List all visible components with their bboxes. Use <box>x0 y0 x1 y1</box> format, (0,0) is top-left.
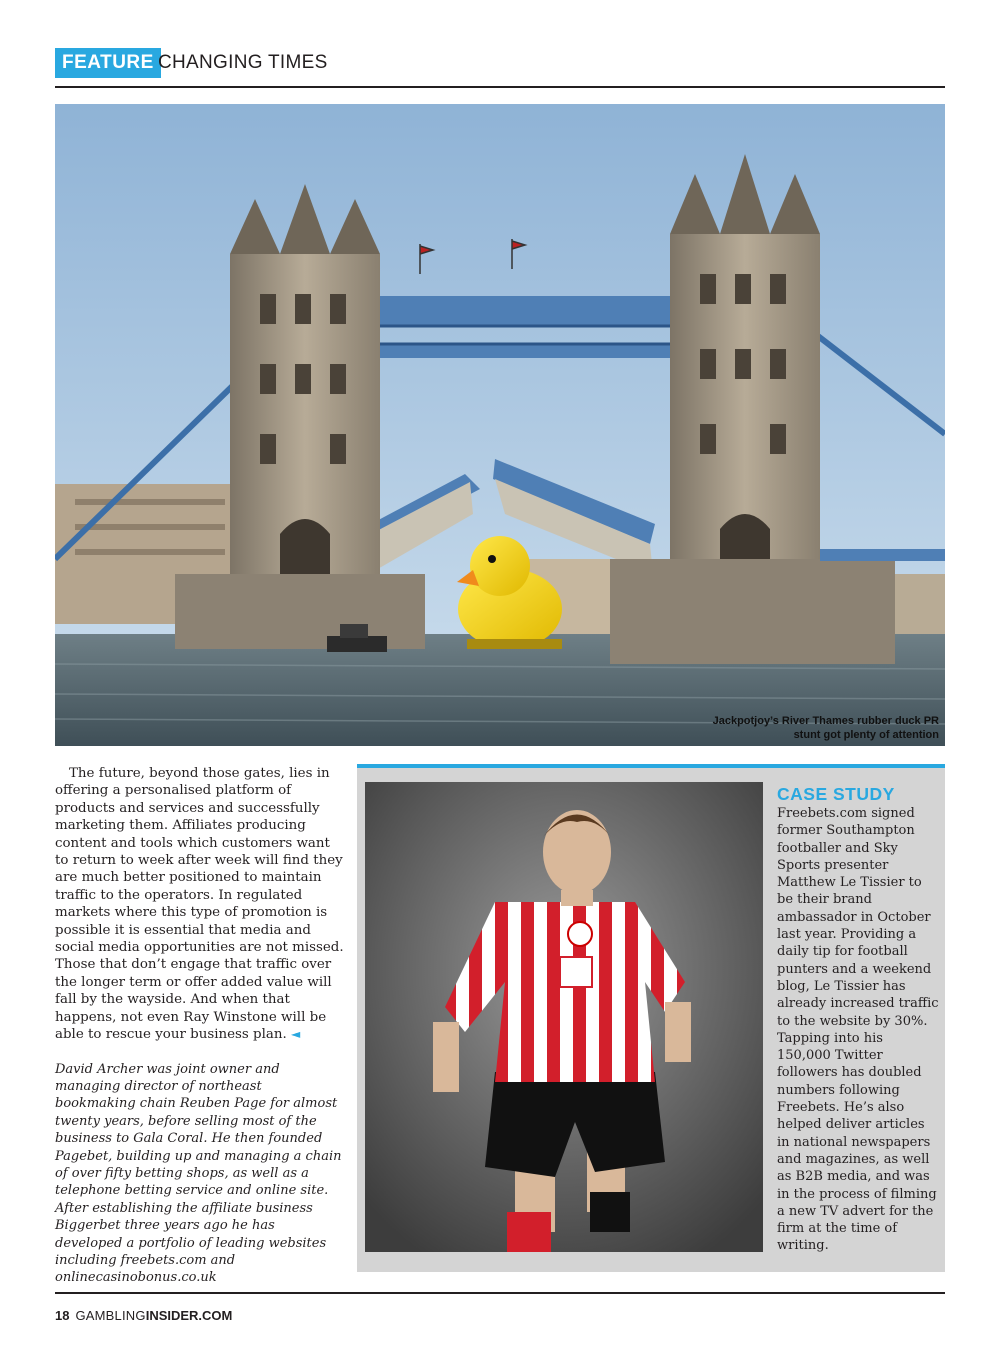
footballer-illustration <box>365 782 763 1252</box>
footer-line <box>55 1308 232 1323</box>
page-footer <box>55 1292 945 1323</box>
section-title: CHANGING TIMES <box>158 52 328 73</box>
article-column <box>55 765 345 1287</box>
magazine-name-b: INSIDER.COM <box>145 1308 233 1323</box>
page-header <box>55 46 945 88</box>
hero-photo <box>55 104 945 746</box>
page-number: 18 <box>55 1308 70 1323</box>
article-body <box>55 765 345 1044</box>
case-study-box <box>357 764 945 1272</box>
magazine-name-a: GAMBLING <box>75 1308 146 1323</box>
case-study-text: Freebets.com signed former Southampton footballer and Sky Sports presenter Matthew Le Tissier to be their brand ambassador in October last year. Providing a daily tip for football punters and a weekend blog, Le Tissier has already increased traffic to the website by 30%. Tapping into his 150,000 Twitter followers has doubled numbers following Freebets. He’s also helped deliver articles in national newspapers and magazines, as well as B2B media, and was in the process of filming a new TV advert for the firm at the time of writing. <box>777 806 939 1254</box>
tower-bridge-photo <box>55 104 945 746</box>
footballer-photo <box>365 782 763 1252</box>
author-bio: David Archer was joint owner and managing director of northeast bookmaking chain Reuben Page for almost twenty years, before selling most of the business to Gala Coral. He then founded Pagebet, building up and managing a chain of over fifty betting shops, as well as a telephone betting service and online site. After establishing the affiliate business Biggerbet three years ago he has developed a portfolio of leading websites including freebets.com and onlinecasinobonus.co.uk <box>55 1061 342 1286</box>
end-mark-icon: ◄ <box>291 1027 301 1042</box>
case-study-heading: CASE STUDY <box>777 784 895 804</box>
photo-caption: Jackpotjoy’s River Thames rubber duck PR stunt got plenty of attention <box>712 715 939 741</box>
article-body-text: The future, beyond those gates, lies in offering a personalised platform of products and services and successfully marketing them. Affiliates producing content and tools which customers want to return to week after week will find they are much better positioned to maintain traffic to the operators. In regulated markets where this type of promotion is possible it is essential that media and social media opportunities are not missed. Those that don’t engage that traffic over the longer term or offer added value will fall by the wayside. And when that happens, not even Ray Winstone will be able to rescue your business plan. <box>55 766 344 1043</box>
section-tag: FEATURE <box>55 48 161 78</box>
